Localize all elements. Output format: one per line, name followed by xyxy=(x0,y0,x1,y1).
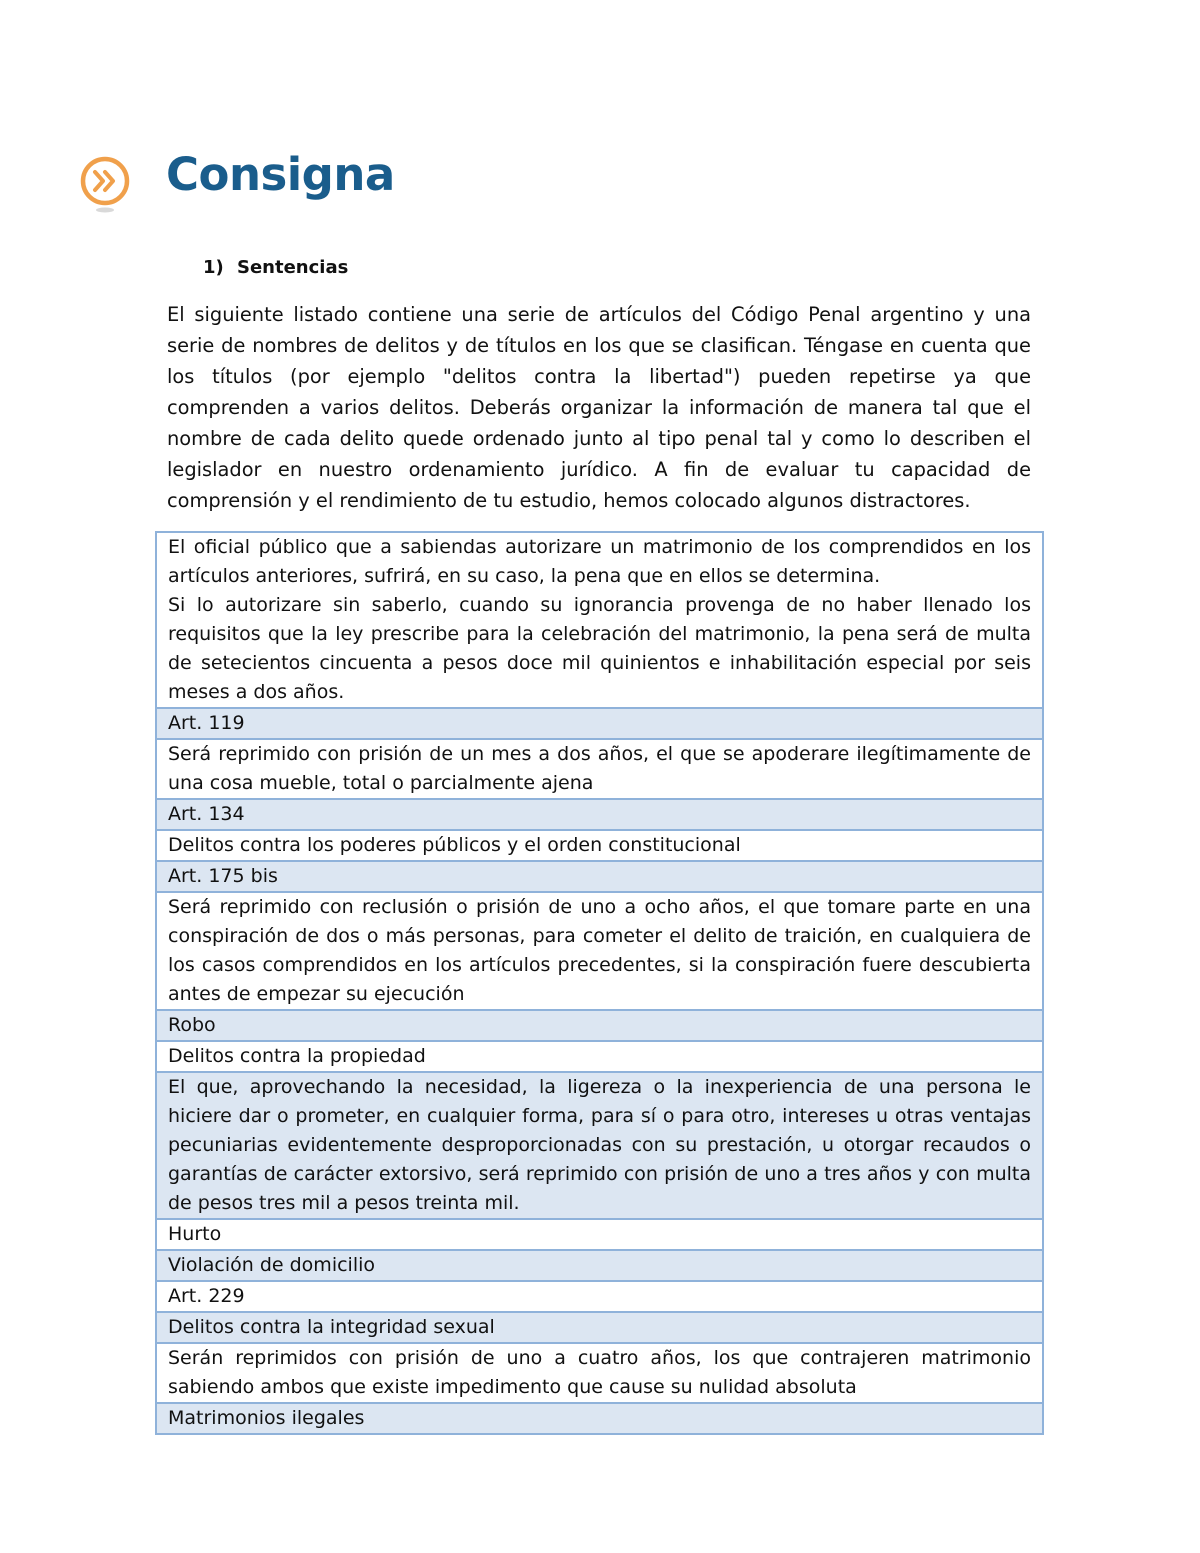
table-cell: Hurto xyxy=(156,1219,1043,1250)
table-cell: Art. 119 xyxy=(156,708,1043,739)
cell-paragraph: Si lo autorizare sin saberlo, cuando su ignorancia provenga de no haber llenado los requisitos que la ley prescribe para la celebración del matrimonio, la pena será de multa de setecientos cincuenta a pesos doce mil quinientos e inhabilitación especial por seis meses a dos años. xyxy=(168,594,1031,703)
table-row xyxy=(156,1312,1043,1343)
table-cell: Delitos contra la integridad sexual xyxy=(156,1312,1043,1343)
table-cell: Robo xyxy=(156,1010,1043,1041)
table-cell: Serán reprimidos con prisión de uno a cuatro años, los que contrajeren matrimonio sabiendo ambos que existe impedimento que cause su nulidad absoluta xyxy=(156,1343,1043,1403)
table-row xyxy=(156,1343,1043,1403)
table-row xyxy=(156,708,1043,739)
table-row xyxy=(156,1281,1043,1312)
table-cell: Será reprimido con prisión de un mes a dos años, el que se apoderare ilegítimamente de una cosa mueble, total o parcialmente ajena xyxy=(156,739,1043,799)
items-table xyxy=(155,531,1044,1435)
section-number: 1) xyxy=(203,257,224,278)
table-row xyxy=(156,1041,1043,1072)
table-cell: Delitos contra los poderes públicos y el orden constitucional xyxy=(156,830,1043,861)
table-row xyxy=(156,1010,1043,1041)
intro-paragraph: El siguiente listado contiene una serie de artículos del Código Penal argentino y una serie de nombres de delitos y de títulos en los que se clasifican. Téngase en cuenta que los títulos (por ejemplo "delitos contra la libertad") pueden repetirse ya que comprenden a varios delitos. Deberás organizar la información de manera tal que el nombre de cada delito quede ordenado junto al tipo penal tal y como lo describen el legislador en nuestro ordenamiento jurídico. A fin de evaluar tu capacidad de comprensión y el rendimiento de tu estudio, hemos colocado algunos distractores. xyxy=(167,303,1031,512)
table-row xyxy=(156,799,1043,830)
table-row xyxy=(156,861,1043,892)
table-row xyxy=(156,1219,1043,1250)
table-row xyxy=(156,532,1043,708)
table-row xyxy=(156,1250,1043,1281)
page-heading xyxy=(78,140,778,220)
double-chevron-right-icon xyxy=(78,154,132,218)
cell-paragraph: El oficial público que a sabiendas autorizare un matrimonio de los comprendidos en los artículos anteriores, sufrirá, en su caso, la pena que en ellos se determina. xyxy=(168,536,1031,587)
page-title: Consigna xyxy=(166,148,395,201)
section-title: Sentencias xyxy=(237,257,349,278)
table-row xyxy=(156,892,1043,1010)
table-row xyxy=(156,1072,1043,1219)
table-cell: Art. 229 xyxy=(156,1281,1043,1312)
table-cell: Delitos contra la propiedad xyxy=(156,1041,1043,1072)
section-heading xyxy=(203,256,348,280)
table-cell: Matrimonios ilegales xyxy=(156,1403,1043,1434)
table-cell: Violación de domicilio xyxy=(156,1250,1043,1281)
table-cell: El que, aprovechando la necesidad, la ligereza o la inexperiencia de una persona le hiciere dar o prometer, en cualquier forma, para sí o para otro, intereses u otras ventajas pecuniarias evidentemente desproporcionadas con su prestación, u otorgar recaudos o garantías de carácter extorsivo, será reprimido con prisión de uno a tres años y con multa de pesos tres mil a pesos treinta mil. xyxy=(156,1072,1043,1219)
table-row xyxy=(156,739,1043,799)
table-row xyxy=(156,830,1043,861)
table-row xyxy=(156,1403,1043,1434)
table-cell: Art. 134 xyxy=(156,799,1043,830)
table-cell xyxy=(156,532,1043,708)
table-cell: Art. 175 bis xyxy=(156,861,1043,892)
table-cell: Será reprimido con reclusión o prisión de uno a ocho años, el que tomare parte en una conspiración de dos o más personas, para cometer el delito de traición, en cualquiera de los casos comprendidos en los artículos precedentes, si la conspiración fuere descubierta antes de empezar su ejecución xyxy=(156,892,1043,1010)
